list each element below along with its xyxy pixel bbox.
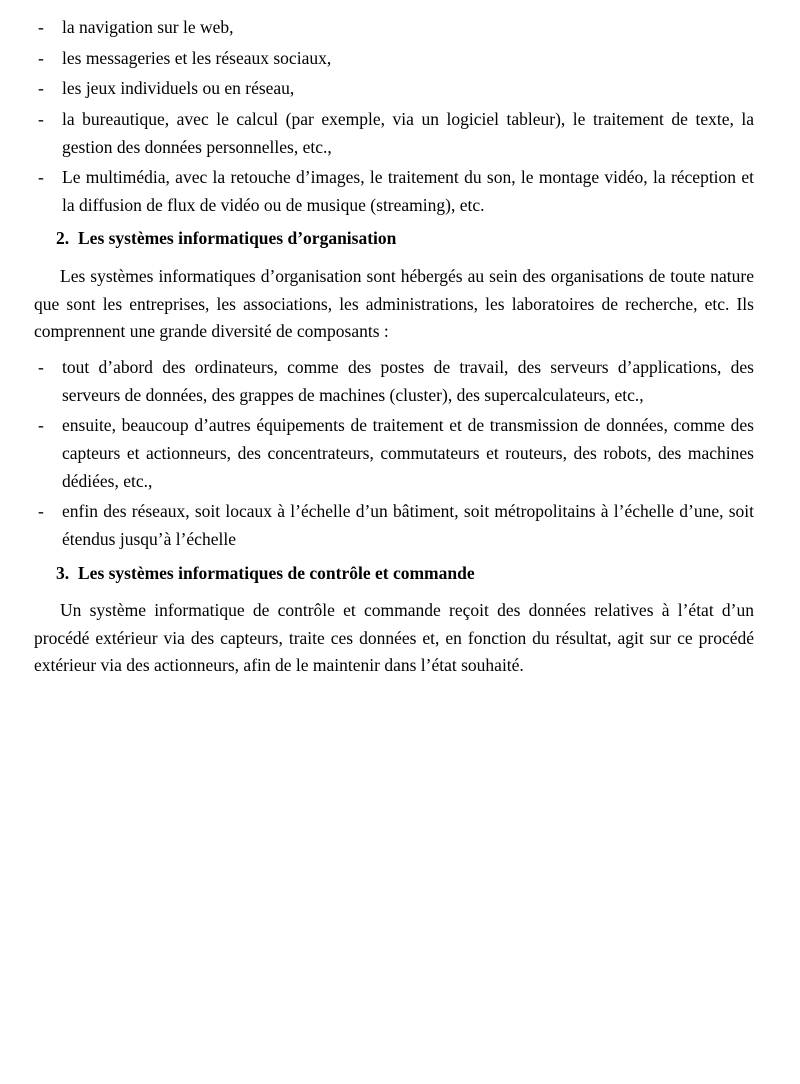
- bullet-text: Le multimédia, avec la retouche d’images, le traitement du son, le montage vidéo, la réception et la diffusion de flux de vidéo ou de musique (streaming), etc.: [62, 167, 754, 215]
- intro-bullet-list: [34, 14, 754, 219]
- bullet-text: tout d’abord des ordinateurs, comme des postes de travail, des serveurs d’applications, des serveurs de données, des grappes de machines (cluster), des supercalculateurs, etc.,: [62, 357, 754, 405]
- section-3-paragraph: Un système informatique de contrôle et commande reçoit des données relatives à l’état d’un procédé extérieur via des capteurs, traite ces données et, en fonction du résultat, agit sur ce procédé extérieur via des actionneurs, afin de le maintenir dans l’état souhaité.: [34, 600, 754, 676]
- list-item: [34, 75, 754, 103]
- list-item: [34, 354, 754, 409]
- list-item: [34, 498, 754, 553]
- section-3-heading: [34, 560, 754, 588]
- section-2-paragraph: Les systèmes informatiques d’organisation sont hébergés au sein des organisations de toute nature que sont les entreprises, les associations, les administrations, les laboratoires de recherche, etc. Ils comprennent une grande diversité de composants :: [34, 266, 754, 342]
- bullet-marker: -: [38, 167, 44, 188]
- section-2-number: 2.: [56, 228, 70, 249]
- section-3-title: Les systèmes informatiques de contrôle et commande: [78, 562, 475, 583]
- bullet-text: enfin des réseaux, soit locaux à l’échelle d’un bâtiment, soit métropolitains à l’échelle d’une, soit étendus jusqu’à l’échelle: [62, 501, 754, 549]
- bullet-marker: -: [38, 415, 44, 436]
- list-item: [34, 14, 754, 42]
- section-2-heading: [34, 225, 754, 253]
- bullet-text: les jeux individuels ou en réseau,: [62, 78, 295, 99]
- bullet-text: ensuite, beaucoup d’autres équipements de traitement et de transmission de données, comme des capteurs et actionneurs, des concentrateurs, commutateurs et routeurs, des robots, des machines dédiées, etc.,: [62, 415, 754, 491]
- list-item: [34, 45, 754, 73]
- bullet-marker: -: [38, 501, 44, 522]
- section-3-number: 3.: [56, 562, 70, 583]
- section-2-title: Les systèmes informatiques d’organisation: [78, 228, 397, 249]
- list-item: [34, 106, 754, 161]
- list-item: [34, 164, 754, 219]
- section-2-bullet-list: [34, 354, 754, 553]
- bullet-marker: -: [38, 108, 44, 129]
- list-item: [34, 412, 754, 495]
- bullet-text: la bureautique, avec le calcul (par exemple, via un logiciel tableur), le traitement de texte, la gestion des données personnelles, etc.,: [62, 108, 754, 157]
- bullet-marker: -: [38, 17, 44, 37]
- bullet-text: les messageries et les réseaux sociaux,: [62, 47, 332, 68]
- bullet-marker: -: [38, 78, 44, 99]
- bullet-text: la navigation sur le web,: [62, 17, 234, 37]
- bullet-marker: -: [38, 357, 44, 378]
- bullet-marker: -: [38, 47, 44, 68]
